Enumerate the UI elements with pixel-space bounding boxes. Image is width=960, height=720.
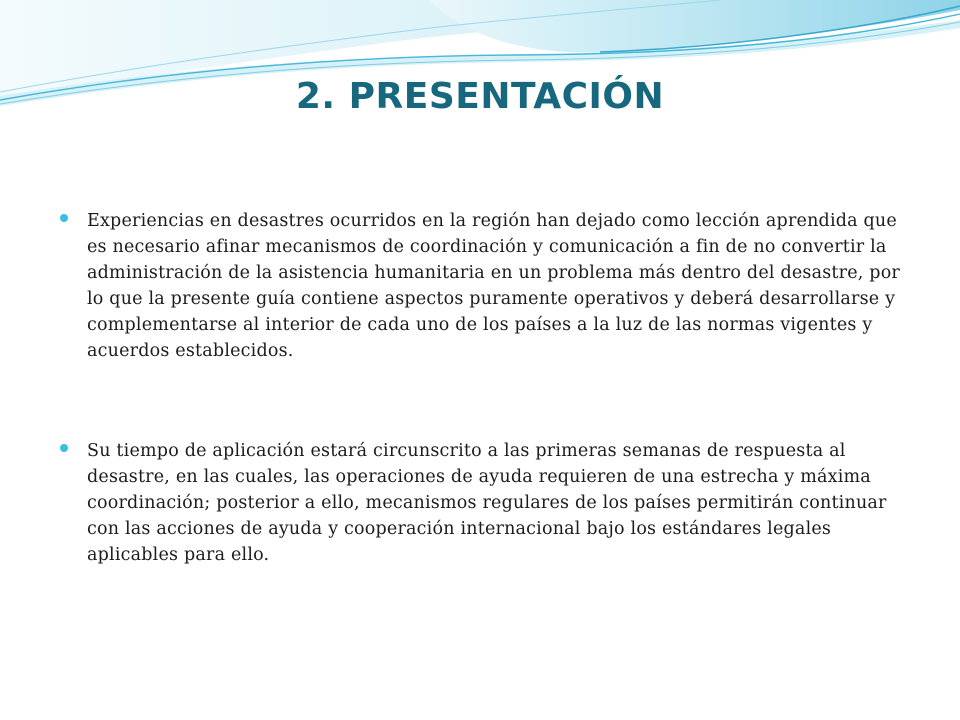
bullet-list [60,208,900,568]
bullet-item [60,208,900,364]
bullet-text: Experiencias en desastres ocurridos en la región han dejado como lección aprendida que es necesario afinar mecanismos de coordinación y comunicación a fin de no convertir la administración de la asistencia humanitaria en un problema más dentro del desastre, por lo que la presente guía contiene aspectos puramente operativos y deberá desarrollarse y complementarse al interior de cada uno de los países a la luz de las normas vigentes y acuerdos establecidos. [87,211,900,361]
bullet-dot-icon [60,444,68,452]
bullet-item [60,438,900,568]
bullet-dot-icon [60,214,68,222]
wave-band-main [430,0,960,52]
bullet-text: Su tiempo de aplicación estará circunscrito a las primeras semanas de respuesta al desastre, en las cuales, las operaciones de ayuda requieren de una estrecha y máxima coordinación; posterior a ello, mecanismos regulares de los países permitirán continuar con las acciones de ayuda y cooperación internacional bajo los estándares legales aplicables para ello. [87,441,887,565]
slide-title: 2. PRESENTACIÓN [295,76,665,117]
